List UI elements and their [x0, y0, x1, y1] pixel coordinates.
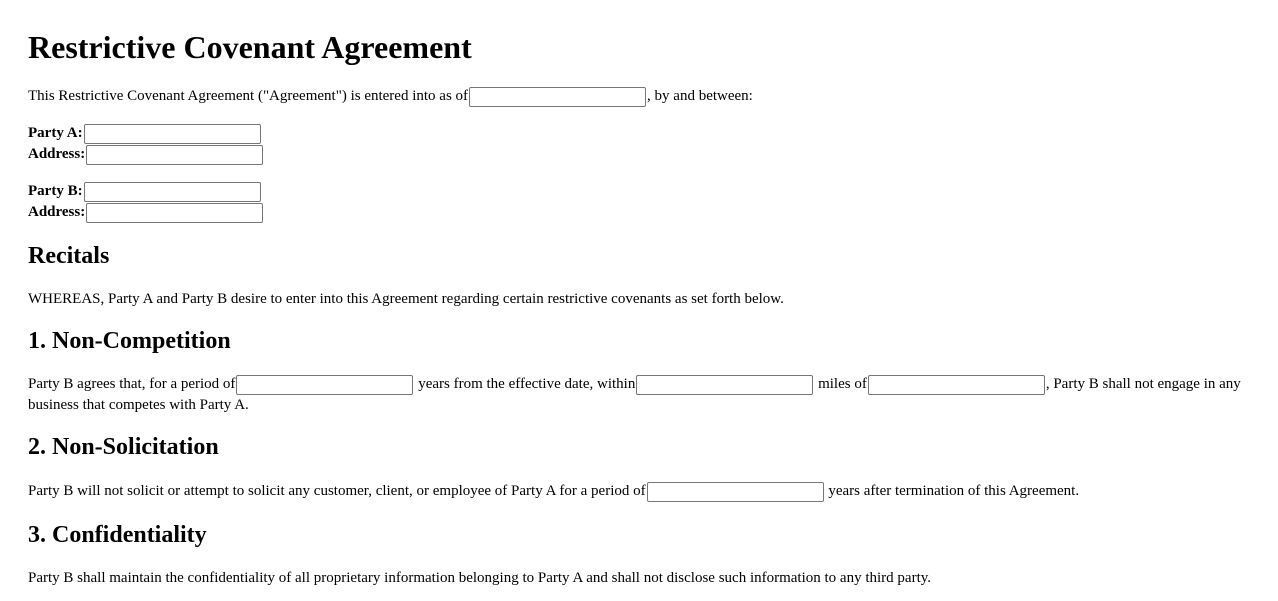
non-competition-text-4: , Party B shall not engage in any business that competes with Party A. [28, 376, 1241, 413]
party-a-address-input[interactable] [86, 145, 263, 165]
non-competition-heading: 1. Non-Competition [28, 328, 231, 354]
recitals-text: WHEREAS, Party A and Party B desire to enter into this Agreement regarding certain restrictive covenants as set forth below. [28, 291, 784, 307]
non-competition-miles-input[interactable] [636, 375, 813, 395]
recitals-heading: Recitals [28, 243, 110, 269]
party-b-row [28, 181, 262, 202]
party-a-row [28, 123, 262, 144]
intro-text: This Restrictive Covenant Agreement ("Agreement") is entered into as of [28, 88, 469, 104]
non-competition-text-3: miles of [814, 376, 867, 392]
non-solicitation-text-2: years after termination of this Agreement. [824, 483, 1080, 499]
party-b-address-input[interactable] [86, 203, 263, 223]
party-a-address-row [28, 144, 264, 165]
non-solicitation-text-1: Party B will not solicit or attempt to solicit any customer, client, or employee of Party A for a period of [28, 483, 646, 499]
intro-paragraph [28, 86, 753, 107]
confidentiality-text: Party B shall maintain the confidentiality of all proprietary information belonging to Party A and shall not disclose such information to any third party. [28, 570, 932, 586]
page-title: Restrictive Covenant Agreement [28, 29, 472, 65]
intro-text-end: , by and between: [647, 88, 753, 104]
party-a-address-label: Address: [28, 146, 86, 162]
non-competition-location-input[interactable] [868, 375, 1045, 395]
party-a-label: Party A: [28, 125, 83, 141]
non-solicitation-paragraph [28, 481, 1079, 502]
non-competition-text-2: years from the effective date, within [414, 376, 636, 392]
agreement-date-input[interactable] [469, 87, 646, 107]
non-competition-years-input[interactable] [236, 375, 413, 395]
party-b-name-input[interactable] [84, 182, 261, 202]
party-b-address-label: Address: [28, 204, 86, 220]
non-competition-text-1: Party B agrees that, for a period of [28, 376, 236, 392]
party-a-name-input[interactable] [84, 124, 261, 144]
non-solicitation-heading: 2. Non-Solicitation [28, 434, 219, 460]
non-solicitation-years-input[interactable] [647, 482, 824, 502]
confidentiality-heading: 3. Confidentiality [28, 522, 207, 548]
party-b-address-row [28, 202, 264, 223]
non-competition-paragraph [28, 374, 1258, 416]
party-b-label: Party B: [28, 183, 83, 199]
